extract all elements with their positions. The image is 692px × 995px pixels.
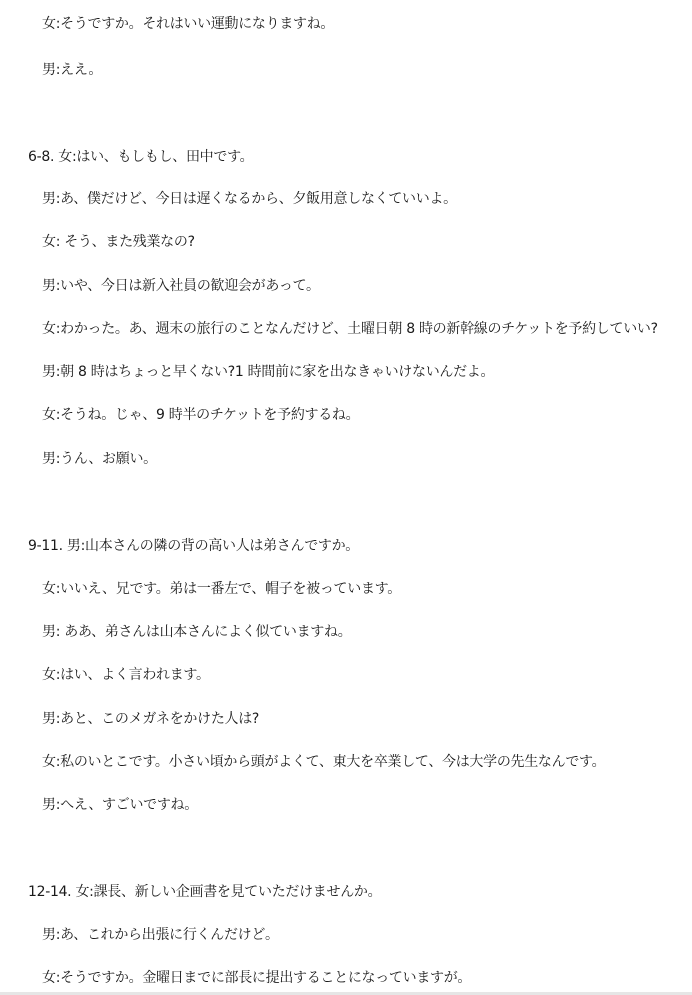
section-heading: 12-14. 女:課長、新しい企画書を見ていただけませんか。 (28, 884, 382, 900)
dialogue-line: 男:あと、このメガネをかけた人は? (42, 711, 260, 727)
dialogue-line: 女:そうですか。それはいい運動になりますね。 (42, 16, 335, 32)
section-heading: 9-11. 男:山本さんの隣の背の高い人は弟さんですか。 (28, 538, 359, 554)
dialogue-line: 男: ああ、弟さんは山本さんによく似ていますね。 (42, 624, 352, 640)
dialogue-line: 女:わかった。あ、週末の旅行のことなんだけど、土曜日朝 8 時の新幹線のチケットを予約していい? (42, 321, 658, 337)
dialogue-line: 女:私のいとこです。小さい頃から頭がよくて、東大を卒業して、今は大学の先生なんです。 (42, 754, 606, 770)
dialogue-line: 男:ええ。 (42, 62, 103, 78)
dialogue-line: 男:朝 8 時はちょっと早くない?1 時間前に家を出なきゃいけないんだよ。 (42, 364, 495, 380)
dialogue-line: 女:はい、よく言われます。 (42, 667, 210, 683)
dialogue-line: 女:そうね。じゃ、9 時半のチケットを予約するね。 (42, 407, 360, 423)
dialogue-line: 女:いいえ、兄です。弟は一番左で、帽子を被っています。 (42, 581, 401, 597)
dialogue-line: 女: そう、また残業なの? (42, 234, 195, 250)
dialogue-line: 女:そうですか。金曜日までに部長に提出することになっていますが。 (42, 970, 472, 986)
dialogue-line: 男:あ、これから出張に行くんだけど。 (42, 927, 279, 943)
dialogue-line: 男:うん、お願い。 (42, 451, 157, 467)
dialogue-line: 男:へえ、すごいですね。 (42, 797, 198, 813)
section-heading: 6-8. 女:はい、もしもし、田中です。 (28, 149, 254, 165)
dialogue-line: 男:いや、今日は新入社員の歓迎会があって。 (42, 278, 320, 294)
dialogue-line: 男:あ、僕だけど、今日は遅くなるから、夕飯用意しなくていいよ。 (42, 191, 457, 207)
